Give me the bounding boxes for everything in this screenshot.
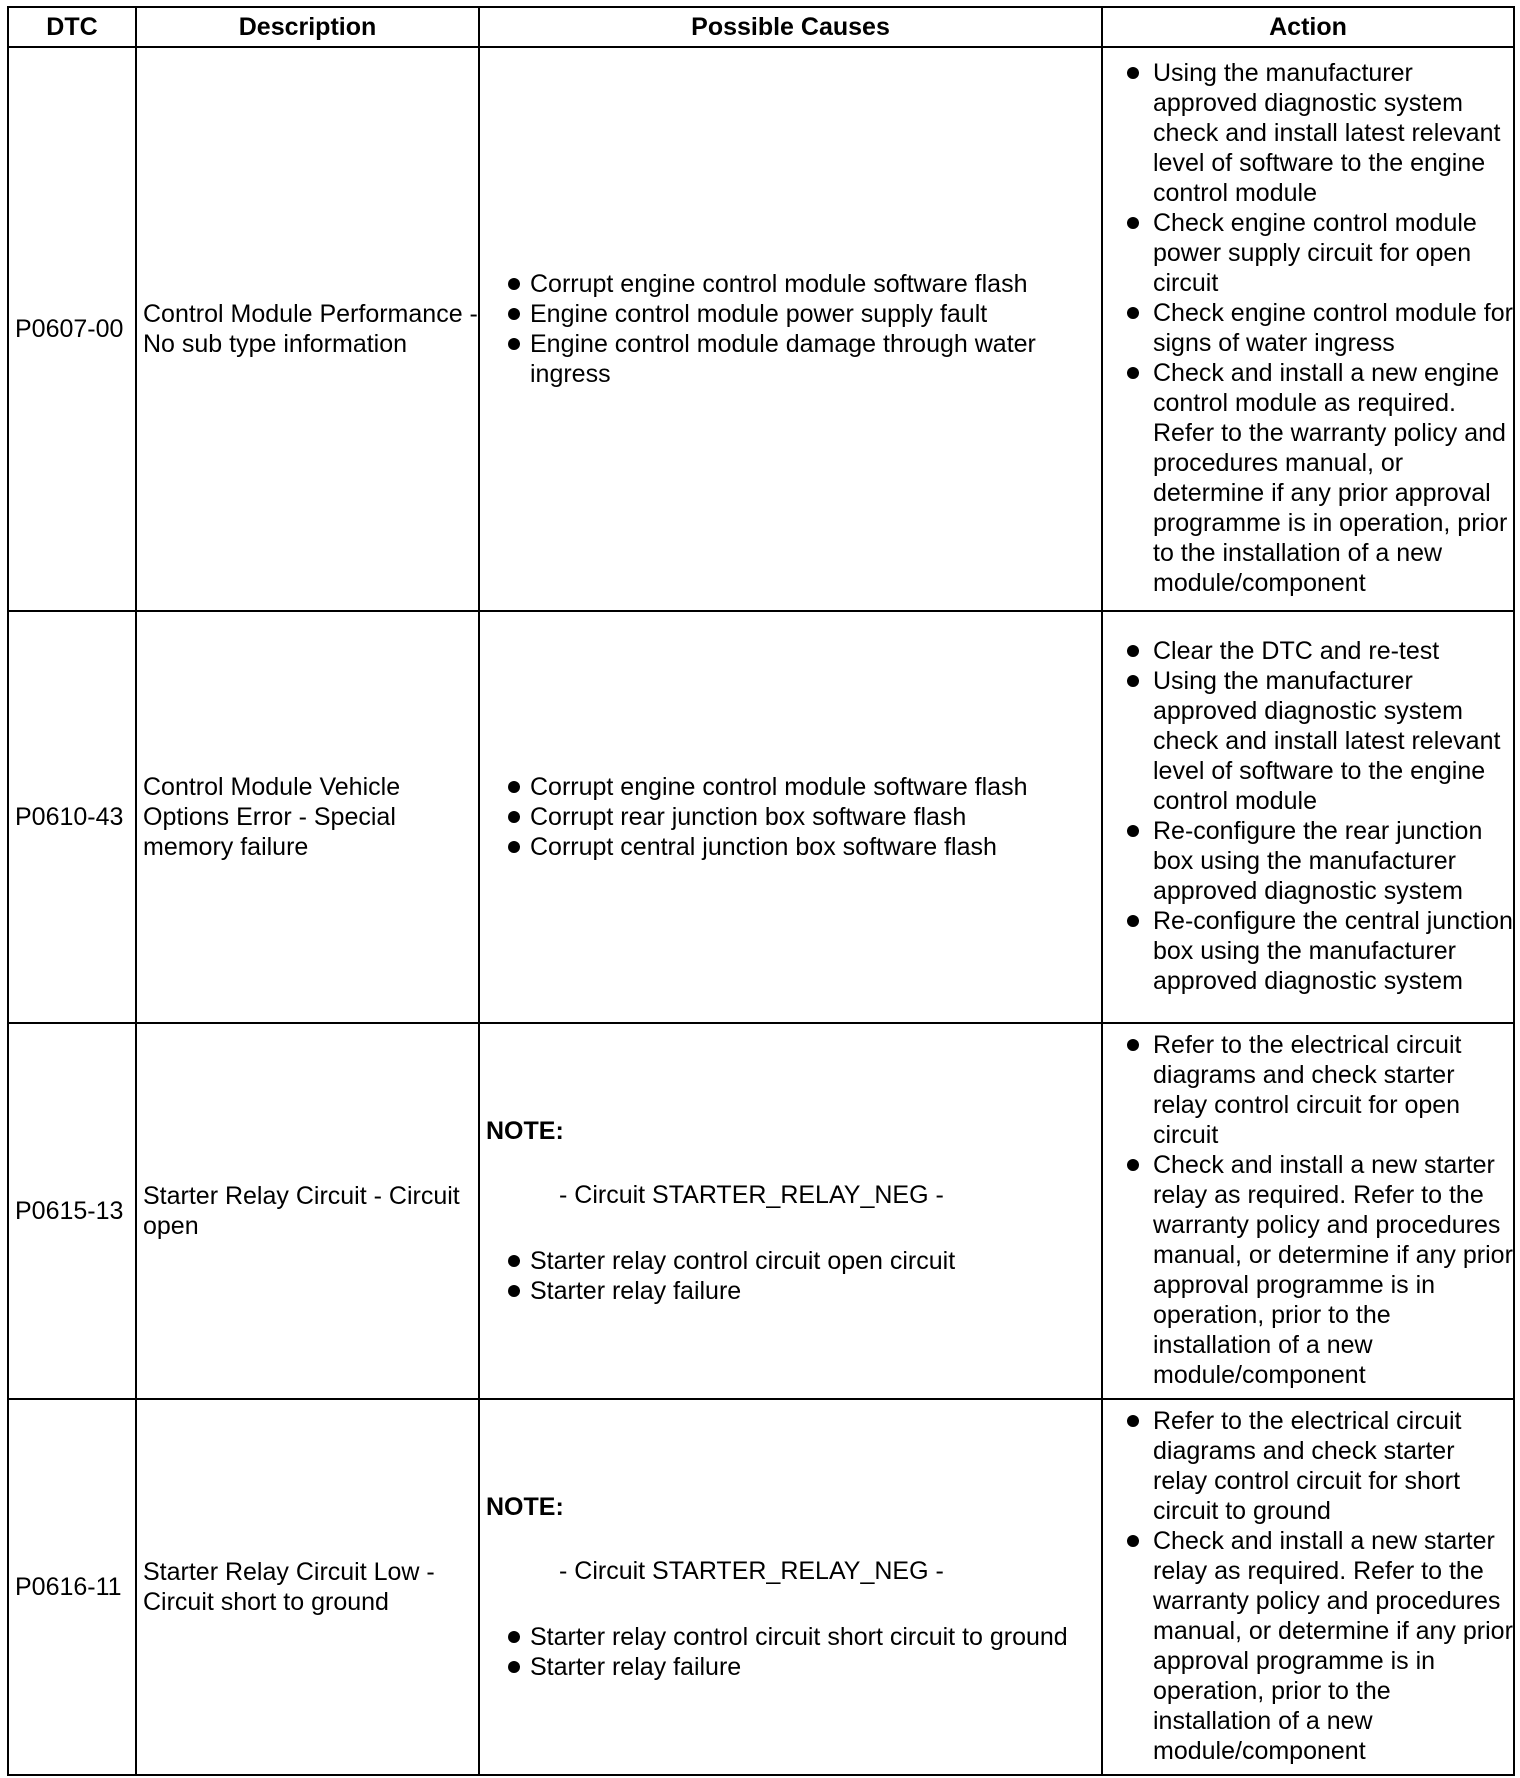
bullet-icon — [1127, 307, 1139, 319]
action-item: Check engine control module power supply circuit for open circuit — [1121, 208, 1513, 298]
cause-item: Corrupt engine control module software flash — [486, 772, 1101, 802]
dtc-table — [7, 6, 1515, 1776]
action-item: Using the manufacturer approved diagnostic system check and install latest relevant level of software to the engine control module — [1121, 666, 1513, 816]
bullet-icon — [1127, 367, 1139, 379]
dtc-code: P0615-13 — [8, 1023, 136, 1399]
table-row — [8, 1023, 1514, 1399]
action-item: Check and install a new starter relay as required. Refer to the warranty policy and procedures manual, or determine if any prior approval programme is in operation, prior to the installation of a new module/component — [1121, 1526, 1513, 1766]
action-item: Check engine control module for signs of water ingress — [1121, 298, 1513, 358]
cause-item: Starter relay control circuit open circuit — [486, 1246, 1101, 1276]
header-dtc: DTC — [8, 7, 136, 47]
bullet-icon — [1127, 217, 1139, 229]
bullet-icon — [1127, 645, 1139, 657]
note-circuit: - Circuit STARTER_RELAY_NEG - — [559, 1181, 944, 1209]
header-description: Description — [136, 7, 479, 47]
actions — [1102, 47, 1514, 611]
note-label: NOTE: — [486, 1117, 564, 1145]
note-label: NOTE: — [486, 1493, 564, 1521]
bullet-icon — [508, 1631, 520, 1643]
bullet-icon — [1127, 1039, 1139, 1051]
action-item: Check and install a new engine control module as required. Refer to the warranty policy and procedures manual, or determine if any prior approval programme is in operation, prior to the installation of a new module/component — [1121, 358, 1513, 598]
dtc-description: Control Module Performance - No sub type information — [136, 47, 479, 611]
cause-item: Corrupt central junction box software flash — [486, 832, 1101, 862]
dtc-document — [7, 6, 1513, 1776]
dtc-description: Starter Relay Circuit - Circuit open — [136, 1023, 479, 1399]
action-item: Re-configure the central junction box using the manufacturer approved diagnostic system — [1121, 906, 1513, 996]
note-circuit: - Circuit STARTER_RELAY_NEG - — [559, 1557, 944, 1585]
dtc-description: Control Module Vehicle Options Error - Special memory failure — [136, 611, 479, 1023]
bullet-icon — [508, 1285, 520, 1297]
action-item: Refer to the electrical circuit diagrams and check starter relay control circuit for short circuit to ground — [1121, 1406, 1513, 1526]
bullet-icon — [1127, 825, 1139, 837]
dtc-code: P0616-11 — [8, 1399, 136, 1775]
actions — [1102, 611, 1514, 1023]
bullet-icon — [508, 278, 520, 290]
dtc-code: P0607-00 — [8, 47, 136, 611]
bullet-icon — [1127, 1159, 1139, 1171]
header-row — [8, 7, 1514, 47]
bullet-icon — [1127, 1415, 1139, 1427]
dtc-description: Starter Relay Circuit Low - Circuit short to ground — [136, 1399, 479, 1775]
possible-causes — [479, 1399, 1102, 1775]
table-row — [8, 1399, 1514, 1775]
bullet-icon — [508, 781, 520, 793]
bullet-icon — [508, 811, 520, 823]
possible-causes — [479, 611, 1102, 1023]
action-item: Check and install a new starter relay as required. Refer to the warranty policy and procedures manual, or determine if any prior approval programme is in operation, prior to the installation of a new module/component — [1121, 1150, 1513, 1390]
table-row — [8, 47, 1514, 611]
header-possible-causes: Possible Causes — [479, 7, 1102, 47]
bullet-icon — [1127, 67, 1139, 79]
bullet-icon — [508, 841, 520, 853]
table-row — [8, 611, 1514, 1023]
possible-causes — [479, 47, 1102, 611]
cause-item: Corrupt rear junction box software flash — [486, 802, 1101, 832]
bullet-icon — [508, 1661, 520, 1673]
header-action: Action — [1102, 7, 1514, 47]
action-item: Using the manufacturer approved diagnostic system check and install latest relevant level of software to the engine control module — [1121, 58, 1513, 208]
action-item: Clear the DTC and re-test — [1121, 636, 1513, 666]
bullet-icon — [1127, 915, 1139, 927]
bullet-icon — [508, 338, 520, 350]
action-item: Refer to the electrical circuit diagrams and check starter relay control circuit for open circuit — [1121, 1030, 1513, 1150]
cause-item: Engine control module power supply fault — [486, 299, 1101, 329]
bullet-icon — [1127, 675, 1139, 687]
dtc-code: P0610-43 — [8, 611, 136, 1023]
possible-causes — [479, 1023, 1102, 1399]
cause-item: Starter relay failure — [486, 1276, 1101, 1306]
bullet-icon — [1127, 1535, 1139, 1547]
action-item: Re-configure the rear junction box using the manufacturer approved diagnostic system — [1121, 816, 1513, 906]
bullet-icon — [508, 1255, 520, 1267]
cause-item: Starter relay control circuit short circuit to ground — [486, 1622, 1101, 1652]
cause-item: Starter relay failure — [486, 1652, 1101, 1682]
cause-item: Corrupt engine control module software flash — [486, 269, 1101, 299]
cause-item: Engine control module damage through water ingress — [486, 329, 1101, 389]
actions — [1102, 1399, 1514, 1775]
actions — [1102, 1023, 1514, 1399]
bullet-icon — [508, 308, 520, 320]
